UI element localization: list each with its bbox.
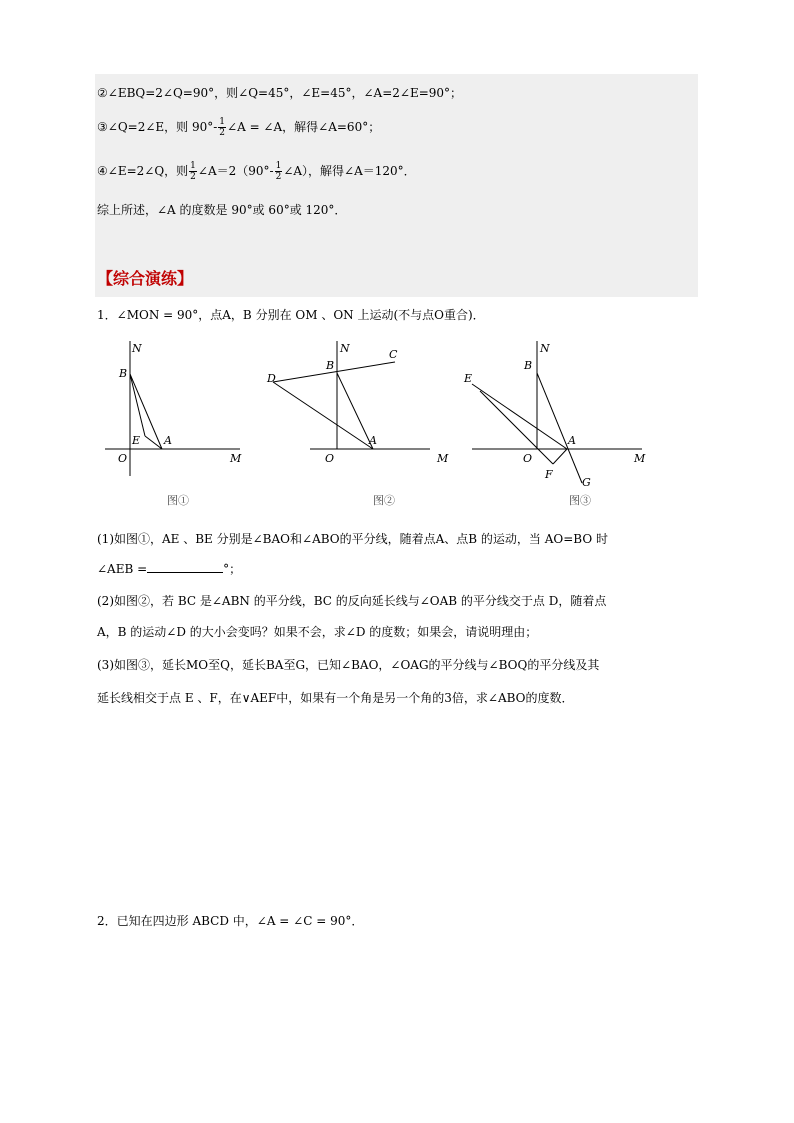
label-e: E (132, 434, 141, 447)
label-d: D (267, 372, 276, 385)
section-heading: 【综合演练】 (97, 269, 194, 288)
label-m: M (437, 452, 449, 465)
figure-2-caption: 图② (373, 494, 395, 507)
label-a: A (369, 434, 377, 447)
label-b: B (326, 359, 335, 372)
solution-line-4: ④∠E=2∠Q，则 $\frac{1}{2}$ ∠A＝2（90°- $\frac{1}{2}$ ∠A），解得∠A＝120°． (97, 161, 416, 182)
segment-da (273, 382, 373, 449)
solution-line-2: ②∠EBQ=2∠Q=90°，则∠Q=45°，∠E=45°，∠A=2∠E=90°； (97, 86, 463, 100)
question-1-part-2-line-b: A，B 的运动∠D 的大小会变吗？如果不会，求∠D 的度数；如果会，请说明理由； (97, 625, 538, 639)
solution-line-3: ③∠Q=2∠E，则 90°- $\frac{1}{2}$ ∠A = ∠A，解得∠A=60°； (97, 117, 381, 138)
question-1-stem: 1．∠MON = 90°，点A，B 分别在 OM 、ON 上运动(不与点O重合)． (97, 308, 485, 322)
label-g: G (582, 476, 591, 489)
figure-3-caption: 图③ (569, 494, 591, 507)
segment-fa (553, 449, 567, 464)
fraction-half: $\frac{1}{2}$ (275, 161, 282, 182)
figure-2 (265, 336, 460, 516)
fraction-half: $\frac{1}{2}$ (190, 161, 196, 182)
label-o: O (523, 452, 533, 465)
question-1-part-1-line-a: (1)如图①，AE 、BE 分别是∠BAO和∠ABO的平分线，随着点A、点B 的运动，当 AO=BO 时 (97, 532, 608, 546)
label-b: B (119, 367, 128, 380)
question-1-part-1-line-b: ∠AEB = °； (97, 562, 242, 576)
label-m: M (634, 452, 646, 465)
label-o: O (325, 452, 335, 465)
segment-ea (472, 384, 567, 449)
label-m: M (230, 452, 242, 465)
figure-3 (460, 336, 655, 516)
label-o: O (118, 452, 128, 465)
segment-ba (337, 373, 373, 449)
figure-1 (95, 336, 255, 516)
label-n: N (540, 342, 550, 355)
label-a: A (164, 434, 172, 447)
question-1-part-2-line-a: (2)如图②，若 BC 是∠ABN 的平分线，BC 的反向延长线与∠OAB 的平分线交于点 D，随着点 (97, 594, 607, 608)
solution-summary: 综上所述，∠A 的度数是 90°或 60°或 120°． (97, 203, 347, 217)
label-n: N (132, 342, 142, 355)
label-f: F (545, 468, 553, 481)
bisector-ef (480, 391, 553, 464)
line-bg (537, 373, 582, 483)
answer-blank[interactable] (147, 562, 223, 573)
label-a: A (568, 434, 576, 447)
question-2-stem: 2．已知在四边形 ABCD 中，∠A = ∠C = 90°． (97, 914, 364, 928)
question-1-part-3-line-a: (3)如图③，延长MO至Q，延长BA至G，已知∠BAO，∠OAG的平分线与∠BOQ的平分线及其 (97, 658, 600, 672)
label-e: E (464, 372, 473, 385)
label-b: B (524, 359, 533, 372)
solution-shaded-block (95, 74, 698, 297)
label-n: N (340, 342, 350, 355)
fraction-half: $\frac{1}{2}$ (219, 117, 226, 138)
figure-1-caption: 图① (167, 494, 189, 507)
label-c: C (389, 348, 398, 361)
question-1-part-3-line-b: 延长线相交于点 E 、F，在∨AEF中，如果有一个角是另一个角的3倍，求∠ABO的度数． (97, 691, 574, 705)
